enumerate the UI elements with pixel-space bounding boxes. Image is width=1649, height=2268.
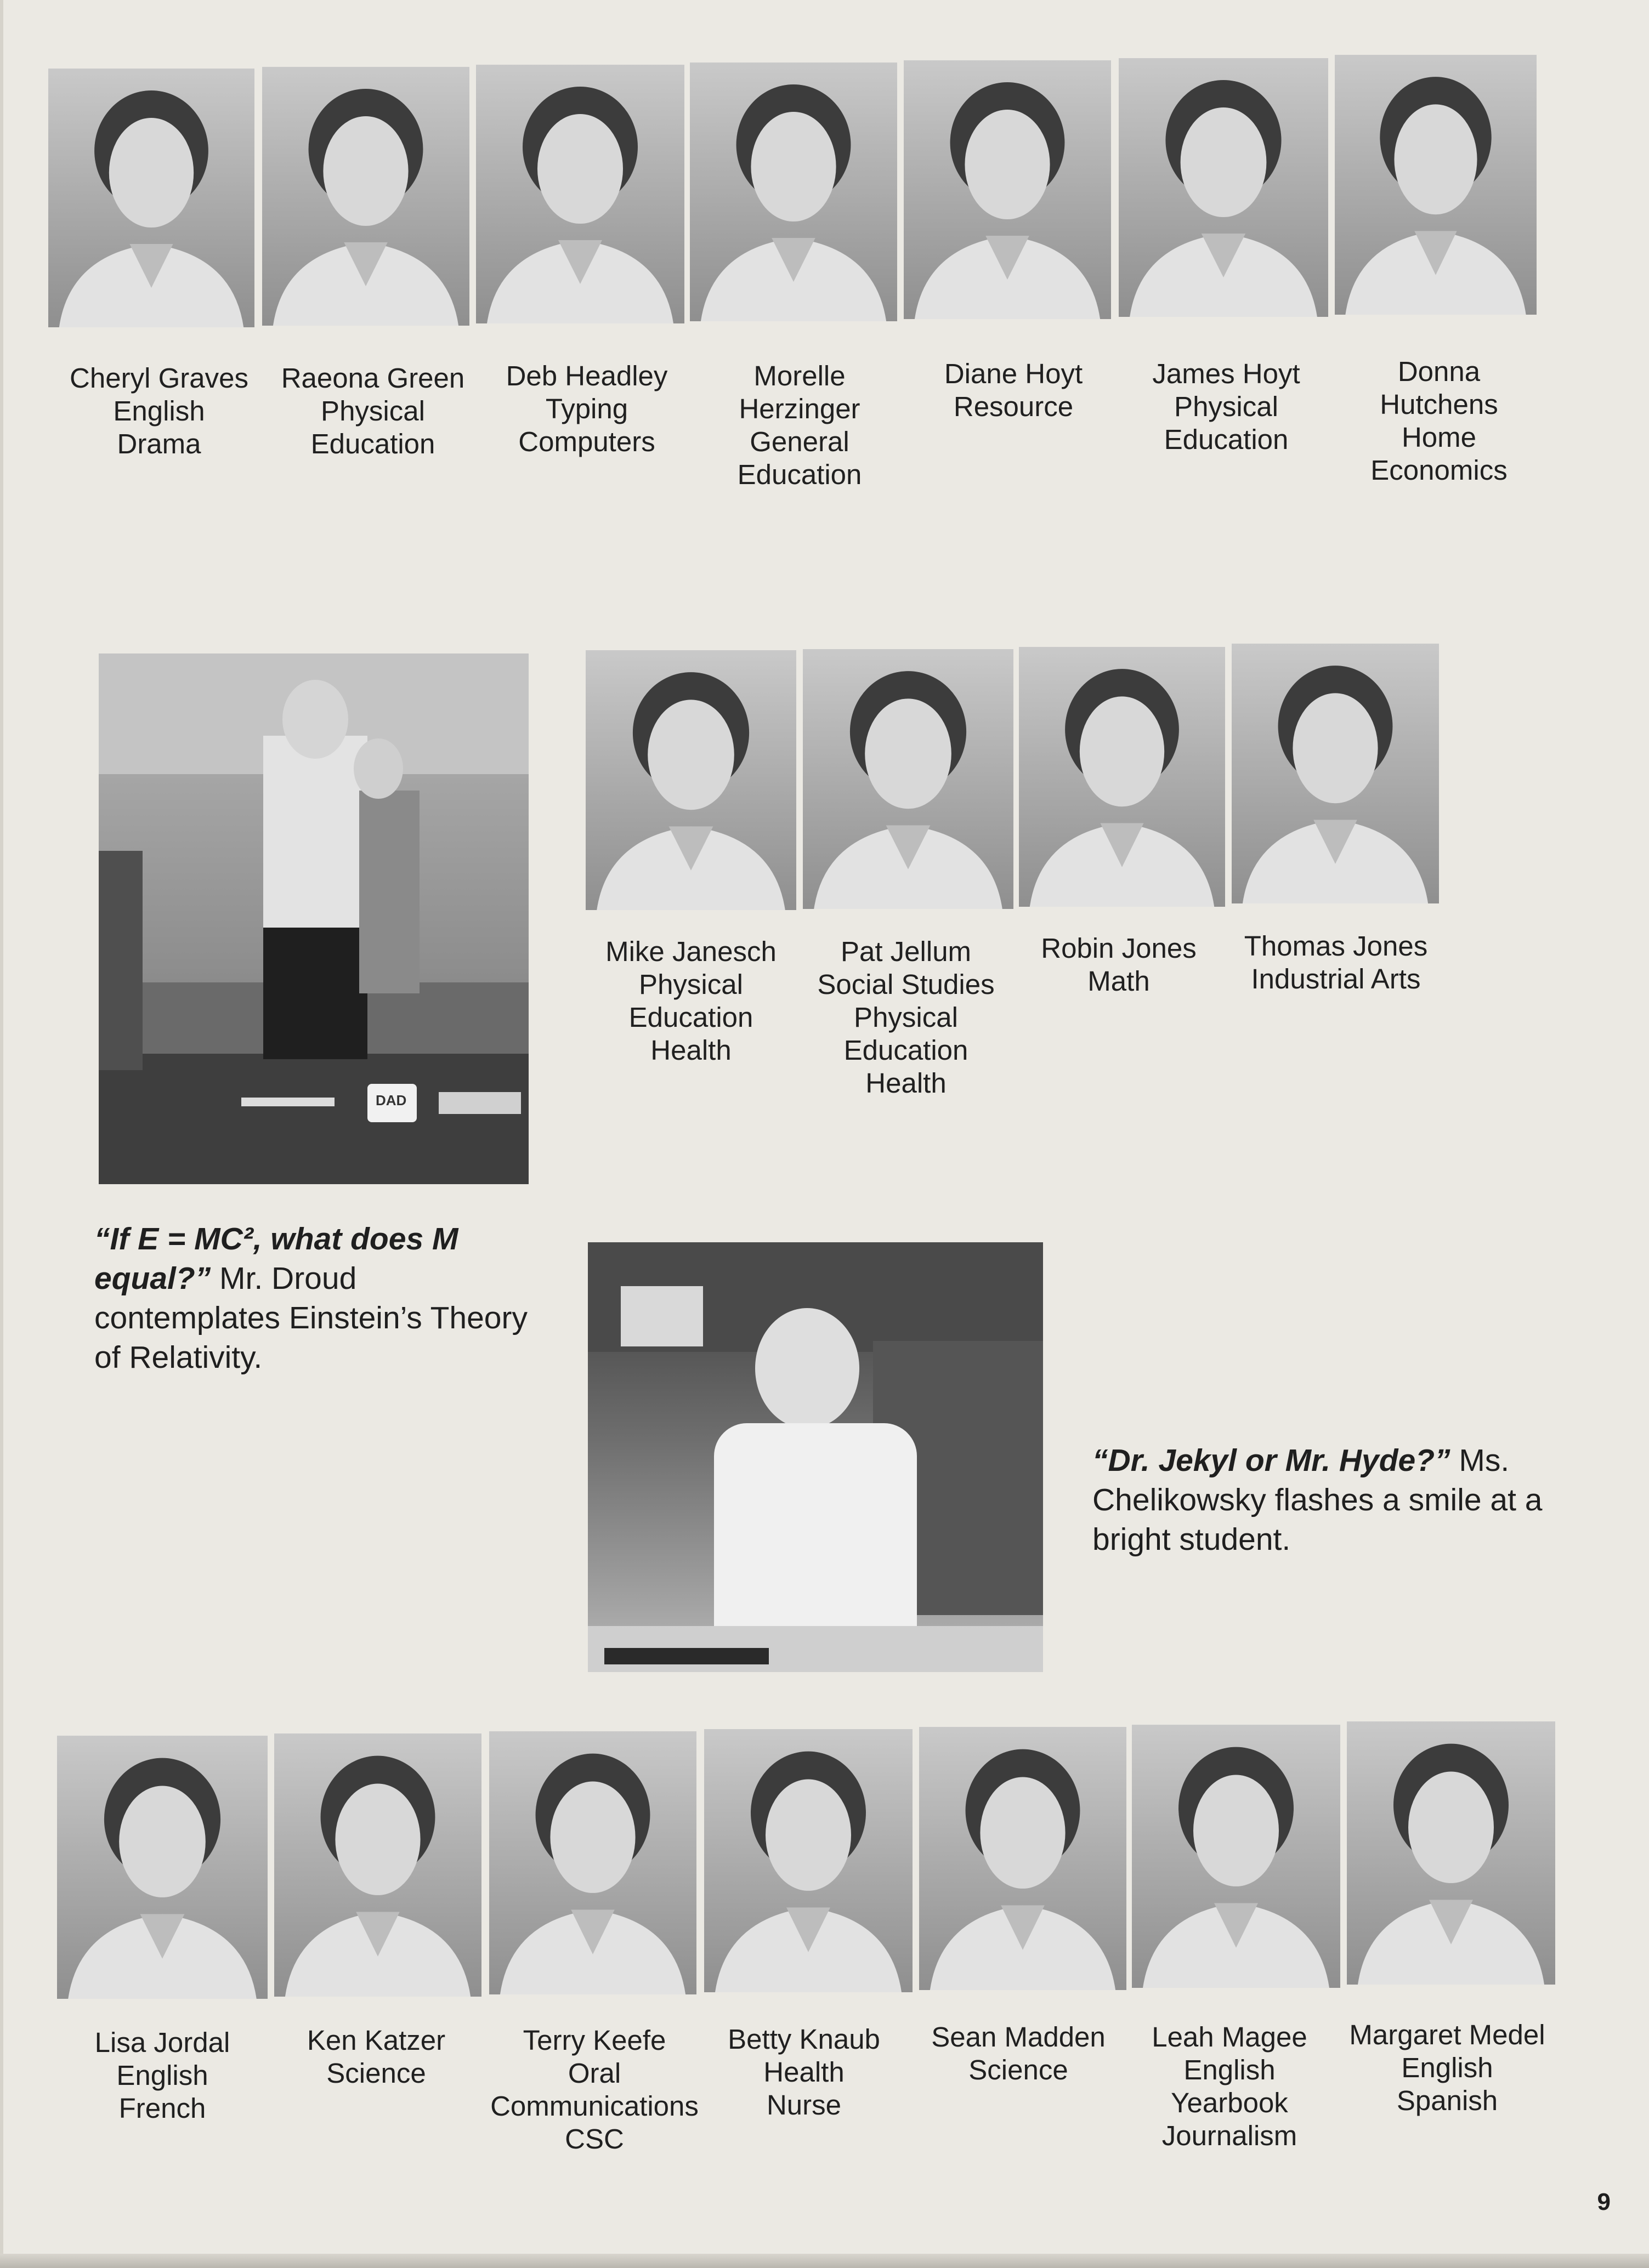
caption-text: Mr. Droud contemplates Einstein’s Theory of Relativity. — [94, 1261, 528, 1375]
portrait-photo — [690, 62, 897, 321]
photo-caption-chelikowsky — [1092, 1441, 1597, 1559]
staff-name: Deb Headley — [506, 360, 668, 391]
portrait-photo — [262, 67, 469, 326]
portrait-silhouette — [1019, 647, 1225, 907]
staff-name: Ken Katzer — [307, 2025, 446, 2056]
staff-name: Betty Knaub — [728, 2023, 880, 2055]
portrait-silhouette — [690, 62, 897, 321]
portrait-silhouette — [586, 650, 796, 910]
portrait-silhouette — [704, 1729, 913, 1992]
page-number: 9 — [1597, 2189, 1611, 2215]
staff-caption — [1117, 357, 1336, 456]
portrait-silhouette — [489, 1731, 696, 1994]
staff-name: Cheryl Graves — [70, 362, 248, 394]
portrait-photo — [904, 60, 1111, 319]
staff-name: Raeona Green — [281, 362, 465, 394]
portrait-photo — [919, 1727, 1126, 1990]
caption-text: Ms. Chelikowsky flashes a smile at a bright student. — [1092, 1443, 1543, 1557]
staff-name: Robin Jones — [1041, 933, 1197, 964]
staff-subjects: English Spanish — [1396, 2052, 1498, 2116]
staff-subjects: Math — [1087, 965, 1150, 997]
portrait-silhouette — [1119, 58, 1328, 317]
portrait-photo — [1019, 647, 1225, 907]
staff-name: Lisa Jordal — [94, 2027, 230, 2058]
staff-subjects: Health Nurse — [763, 2056, 845, 2121]
staff-caption — [1329, 355, 1549, 487]
portrait-silhouette — [1132, 1725, 1340, 1988]
staff-caption — [1120, 2021, 1339, 2152]
portrait-photo — [48, 69, 254, 327]
staff-caption — [479, 2024, 710, 2156]
staff-subjects: English Yearbook Journalism — [1161, 2054, 1297, 2151]
portrait-photo — [1119, 58, 1328, 317]
portrait-photo — [1132, 1725, 1340, 1988]
portrait-photo — [274, 1733, 481, 1997]
staff-name: Thomas Jones — [1244, 930, 1428, 962]
candid-photo-teacher-desk — [588, 1242, 1043, 1672]
staff-caption — [906, 2021, 1131, 2087]
photo-caption-droud — [94, 1219, 528, 1377]
staff-caption — [267, 2024, 486, 2090]
staff-caption — [904, 357, 1123, 423]
staff-name: Donna Hutchens — [1380, 356, 1498, 420]
caption-quote: “Dr. Jekyl or Mr. Hyde?” — [1092, 1443, 1450, 1478]
portrait-photo — [57, 1736, 268, 1999]
portrait-photo — [803, 649, 1013, 909]
staff-subjects: Home Economics — [1370, 422, 1508, 486]
portrait-silhouette — [1347, 1721, 1555, 1985]
staff-name: Leah Magee — [1152, 2021, 1307, 2053]
staff-subjects: Physical Education — [310, 395, 435, 459]
staff-caption — [49, 362, 269, 461]
staff-name: Diane Hoyt — [944, 358, 1083, 389]
teacher-scene-art — [588, 1242, 1043, 1672]
staff-caption — [1009, 932, 1228, 998]
staff-caption — [690, 360, 909, 491]
staff-caption — [694, 2023, 914, 2122]
staff-subjects: General Education — [737, 426, 862, 490]
staff-name: Pat Jellum — [840, 936, 972, 967]
staff-caption — [581, 935, 801, 1067]
portrait-silhouette — [262, 67, 469, 326]
staff-name: Margaret Medel — [1349, 2019, 1545, 2050]
page-bottom-edge — [0, 2254, 1649, 2268]
staff-subjects: English French — [116, 2060, 208, 2124]
mug-text: DAD — [376, 1092, 407, 1109]
staff-name: Morelle Herzinger — [739, 360, 860, 424]
classroom-scene-art — [99, 653, 529, 1184]
staff-subjects: Typing Computers — [518, 393, 655, 457]
staff-subjects: Resource — [953, 391, 1074, 422]
staff-caption — [1221, 930, 1451, 996]
staff-subjects: Industrial Arts — [1251, 963, 1421, 994]
portrait-photo — [1347, 1721, 1555, 1985]
portrait-silhouette — [57, 1736, 268, 1999]
staff-subjects: Social Studies Physical Education Health — [817, 969, 995, 1099]
portrait-silhouette — [803, 649, 1013, 909]
staff-subjects: English Drama — [113, 395, 205, 459]
staff-caption — [796, 935, 1016, 1100]
caption-quote: “If E = MC², what does M equal?” — [94, 1221, 458, 1296]
staff-name: Terry Keefe — [523, 2025, 666, 2056]
staff-name: Mike Janesch — [605, 936, 777, 967]
staff-subjects: Science — [968, 2054, 1068, 2085]
staff-caption — [53, 2026, 272, 2125]
portrait-photo — [489, 1731, 696, 1994]
staff-subjects: Science — [326, 2057, 426, 2089]
portrait-silhouette — [274, 1733, 481, 1997]
staff-caption — [477, 360, 696, 458]
portrait-photo — [704, 1729, 913, 1992]
staff-subjects: Oral Communications CSC — [490, 2057, 699, 2155]
staff-name: James Hoyt — [1152, 358, 1300, 389]
portrait-photo — [476, 65, 684, 323]
portrait-silhouette — [919, 1727, 1126, 1990]
staff-subjects: Physical Education — [1164, 391, 1289, 455]
portrait-silhouette — [48, 69, 254, 327]
portrait-silhouette — [476, 65, 684, 323]
staff-subjects: Physical Education Health — [628, 969, 753, 1066]
staff-caption — [1329, 2019, 1565, 2117]
portrait-photo — [1335, 55, 1537, 315]
portrait-silhouette — [1335, 55, 1537, 315]
portrait-silhouette — [904, 60, 1111, 319]
candid-photo-classroom — [99, 653, 529, 1184]
staff-caption — [263, 362, 483, 461]
staff-name: Sean Madden — [931, 2021, 1106, 2053]
portrait-photo — [586, 650, 796, 910]
portrait-photo — [1232, 644, 1439, 903]
portrait-silhouette — [1232, 644, 1439, 903]
